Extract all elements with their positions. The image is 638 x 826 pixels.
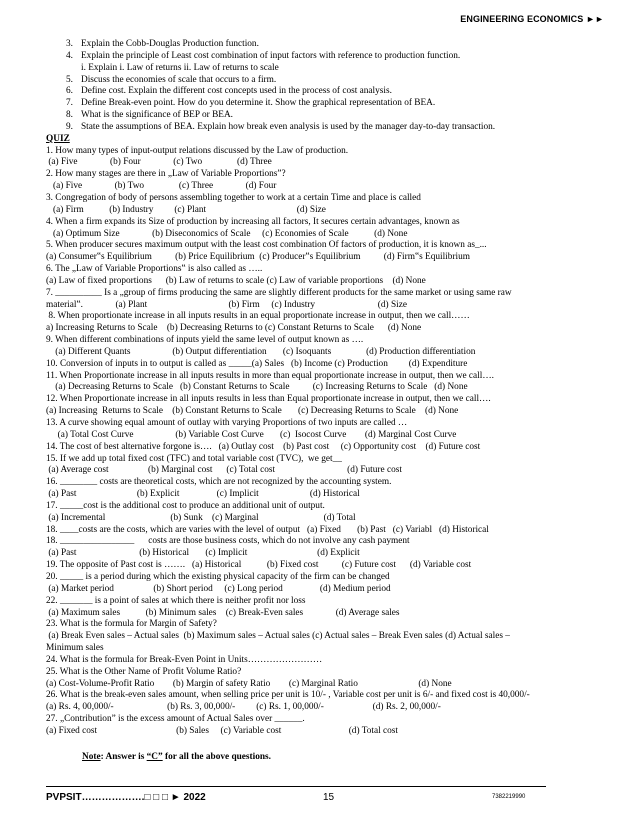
quiz-line: 8. When proportionate increase in all inputs results in an equal proportionate increase in output, then we call…… (46, 311, 470, 322)
question-item (46, 98, 606, 110)
question-item (46, 51, 606, 63)
quiz-line: 18. ____costs are the costs, which are varies with the level of output (a) Fixed (b) Past (c) Variabl (d) Historical (46, 524, 489, 535)
note-answer: “C” (146, 751, 163, 762)
question-text: Define Break-even point. How do you determine it. Show the graphical representation of BEA. (81, 98, 436, 109)
quiz-line: (a) Past (b) Explicit (c) Implicit (d) Historical (46, 489, 360, 500)
quiz-line: 16. ________ costs are theoretical costs, which are not recognized by the accounting system. (46, 477, 392, 488)
quiz-line: 20. _____ is a period during which the existing physical capacity of the firm can be changed (46, 571, 390, 582)
question-number: 4. (66, 50, 73, 61)
quiz-line: 10. Conversion of inputs in to output is called as _____(a) Sales (b) Income (c) Production (d) Expenditure (46, 358, 468, 369)
question-number: 7. (66, 98, 73, 109)
quiz-line: (a) Past (b) Historical (c) Implicit (d) Explicit (46, 548, 360, 559)
question-text: State the assumptions of BEA. Explain how break even analysis is used by the manager day-to-day transaction. (81, 121, 496, 132)
note-text-after: for all the above questions. (162, 751, 271, 762)
page-number: 15 (323, 792, 335, 803)
quiz-line: (a) Consumer‟s Equilibrium (b) Price Equilibrium (c) Producer‟s Equilibrium (d) Firm‟s Equilibrium (46, 252, 470, 263)
quiz-line: 9. When different combinations of inputs yield the same level of output known as …. (46, 335, 364, 346)
question-number: 9. (66, 121, 73, 132)
quiz-line: 14. The cost of best alternative forgone is…. (a) Outlay cost (b) Past cost (c) Opportunity cost (d) Future cost (46, 441, 481, 452)
question-item (46, 122, 606, 134)
quiz-line: (a) Break Even sales – Actual sales (b) Maximum sales – Actual sales (c) Actual sales – Break Even sales (d) Actual sales – (46, 631, 510, 642)
quiz-line: material‟. (a) Plant (b) Firm (c) Industry (d) Size (46, 299, 407, 310)
question-number: 6. (66, 86, 73, 97)
quiz-line: 22. _______ is a point of sales at which there is neither profit nor loss (46, 595, 306, 606)
quiz-line: 15. If we add up total fixed cost (TFC) and total variable cost (TVC), we get__ (46, 453, 342, 464)
question-item (46, 39, 606, 51)
quiz-line: 12. When Proportionate increase in all inputs results in less than Equal proportionate increase in output, then we call…. (46, 394, 491, 405)
quiz-line: (a) Five (b) Two (c) Three (d) Four (46, 181, 277, 192)
quiz-line: (a) Fixed cost (b) Sales (c) Variable cost (d) Total cost (46, 725, 398, 736)
quiz-line: 1. How many types of input-output relations discussed by the Law of production. (46, 145, 349, 156)
question-item (46, 63, 606, 75)
question-list (46, 39, 606, 134)
quiz-line: 26. What is the break-even sales amount, when selling price per unit is 10/- , Variable cost per unit is 6/- and fixed cost is 40,000/- (46, 690, 530, 701)
quiz-list (46, 146, 606, 738)
note-label: Note (82, 751, 101, 762)
quiz-line: (a) Market period (b) Short period (c) Long period (d) Medium period (46, 583, 391, 594)
question-text: Explain the Cobb-Douglas Production function. (81, 39, 259, 49)
question-item (46, 75, 606, 87)
quiz-line: (a) Rs. 4, 00,000/- (b) Rs. 3, 00,000/- (c) Rs. 1, 00,000/- (d) Rs. 2, 00,000/- (46, 702, 441, 713)
footer-code: 7382219990 (492, 794, 526, 800)
quiz-line: 17. _____cost is the additional cost to produce an additional unit of output. (46, 500, 325, 511)
quiz-line: a) Increasing Returns to Scale (b) Decreasing Returns to (c) Constant Returns to Scale (d) None (46, 323, 422, 334)
quiz-line: 24. What is the formula for Break-Even Point in Units…………………… (46, 654, 323, 665)
answer-note (46, 752, 606, 764)
quiz-line: (a) Optimum Size (b) Diseconomics of Scale (c) Economies of Scale (d) None (46, 228, 408, 239)
question-number: 8. (66, 110, 73, 121)
quiz-line: (a) Different Quants (b) Output differentiation (c) Isoquants (d) Production differentiation (46, 346, 476, 357)
quiz-line: (a) Maximum sales (b) Minimum sales (c) Break-Even sales (d) Average sales (46, 607, 400, 618)
quiz-line: 4. When a firm expands its Size of production by increasing all factors, It secures certain advantages, known as (46, 216, 460, 227)
question-text: Discuss the economies of scale that occurs to a firm. (81, 74, 277, 85)
question-text: i. Explain i. Law of returns ii. Law of returns to scale (81, 62, 279, 73)
page-content (46, 39, 606, 764)
running-header: ENGINEERING ECONOMICS ►► (460, 14, 604, 24)
quiz-heading: QUIZ (46, 133, 70, 144)
footer-institute: PVPSIT……………….□ □ □ ► 2022 (46, 792, 206, 803)
quiz-line: (a) Firm (b) Industry (c) Plant (d) Size (46, 204, 326, 215)
quiz-line: 11. When Proportionate increase in all inputs results in more than equal proportionate increase in output, then we call…. (46, 370, 494, 381)
question-text: Define cost. Explain the different cost concepts used in the process of cost analysis. (81, 86, 392, 97)
quiz-line: 19. The opposite of Past cost is ……. (a) Historical (b) Fixed cost (c) Future cost (d) Variable cost (46, 560, 472, 571)
question-text: Explain the principle of Least cost combination of input factors with reference to production function. (81, 50, 461, 61)
quiz-line: 6. The „Law of Variable Proportions‟ is also called as ….. (46, 264, 263, 275)
question-item (46, 86, 606, 98)
quiz-line: (a) Decreasing Returns to Scale (b) Constant Returns to Scale (c) Increasing Returns to Scale (d) None (46, 382, 468, 393)
quiz-line: (a) Increasing Returns to Scale (b) Constant Returns to Scale (c) Decreasing Returns to Scale (d) None (46, 406, 459, 417)
quiz-line: (a) Incremental (b) Sunk (c) Marginal (d) Total (46, 512, 356, 523)
quiz-line: 18. ________________ costs are those business costs, which do not involve any cash payment (46, 536, 410, 547)
quiz-line: 13. A curve showing equal amount of outlay with varying Proportions of two inputs are called … (46, 418, 408, 428)
quiz-line: (a) Total Cost Curve (b) Variable Cost Curve (c) Isocost Curve (d) Marginal Cost Curve (46, 429, 457, 440)
quiz-line: (a) Cost-Volume-Profit Ratio (b) Margin of safety Ratio (c) Marginal Ratio (d) None (46, 678, 452, 689)
quiz-line: 3. Congregation of body of persons assembling together to work at a certain Time and place is called (46, 192, 421, 203)
quiz-line: (a) Law of fixed proportions (b) Law of returns to scale (c) Law of variable proportions (d) None (46, 275, 426, 286)
question-item (46, 110, 606, 122)
page-footer (46, 792, 576, 806)
quiz-line: Minimum sales (46, 643, 104, 654)
question-text: What is the significance of BEP or BEA. (81, 110, 233, 121)
question-number: 5. (66, 74, 73, 85)
quiz-line: 5. When producer secures maximum output with the least cost combination Of factors of production, it is known as_... (46, 240, 487, 251)
quiz-line: (a) Five (b) Four (c) Two (d) Three (46, 157, 272, 168)
quiz-line: 25. What is the Other Name of Profit Volume Ratio? (46, 666, 242, 677)
quiz-line: 2. How many stages are there in „Law of Variable Proportions”? (46, 169, 286, 180)
quiz-line: 7. __________ Is a „group of firms producing the same are slightly different products for the same market or using same raw (46, 287, 512, 298)
quiz-line: 23. What is the formula for Margin of Safety? (46, 619, 217, 630)
note-text-before: : Answer is (100, 751, 147, 762)
quiz-line: 27. „Contribution” is the excess amount of Actual Sales over ______. (46, 714, 305, 725)
footer-rule (46, 786, 546, 787)
question-number: 3. (66, 39, 73, 49)
quiz-line: (a) Average cost (b) Marginal cost (c) Total cost (d) Future cost (46, 465, 402, 476)
